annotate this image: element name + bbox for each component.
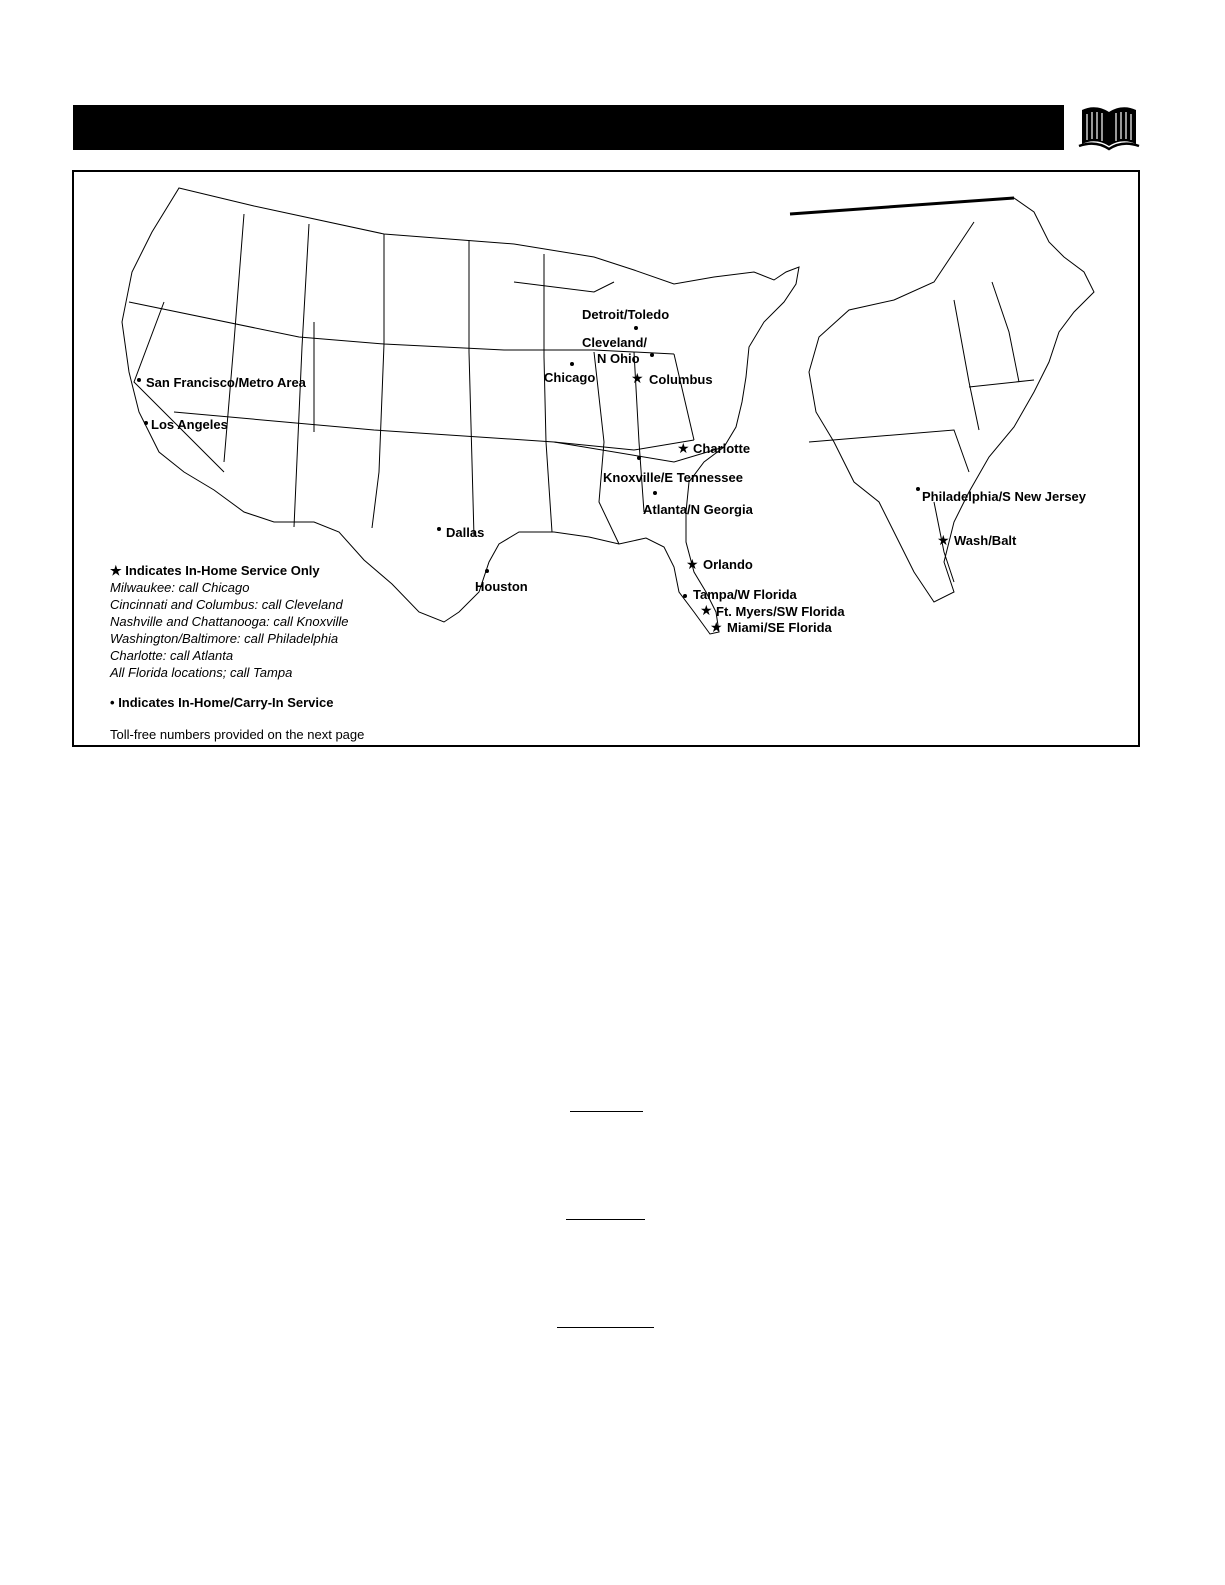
city-label: Houston <box>475 579 528 594</box>
marker-dallas <box>437 527 441 531</box>
star-icon: ★ <box>937 532 950 548</box>
marker-san-francisco <box>137 378 141 382</box>
marker-chicago <box>570 362 574 366</box>
marker-atlanta <box>653 491 657 495</box>
marker-cleveland <box>650 353 654 357</box>
city-label: Detroit/Toledo <box>582 307 670 322</box>
star-icon: ★ <box>677 440 690 456</box>
marker-detroit <box>634 326 638 330</box>
divider-rule <box>570 1111 643 1112</box>
star-icon: ★ <box>110 563 122 578</box>
city-label: Ft. Myers/SW Florida <box>716 604 845 619</box>
divider-rule <box>566 1219 645 1220</box>
city-label: Chicago <box>544 370 596 385</box>
marker-houston <box>485 569 489 573</box>
city-label: Knoxville/E Tennessee <box>603 470 743 485</box>
legend-note: All Florida locations; call Tampa <box>110 665 293 680</box>
legend-note: Washington/Baltimore: call Philadelphia <box>110 631 339 646</box>
city-label: N Ohio <box>597 351 640 366</box>
dot-icon: • <box>110 695 115 710</box>
city-label: Atlanta/N Georgia <box>643 502 753 517</box>
city-label: Wash/Balt <box>954 533 1017 548</box>
city-label: Los Angeles <box>151 417 228 432</box>
city-label: Cleveland/ <box>582 335 648 350</box>
city-label: Orlando <box>703 557 753 572</box>
star-icon: ★ <box>710 619 723 635</box>
marker-philadelphia <box>916 487 920 491</box>
open-book-icon <box>1078 102 1140 152</box>
legend-footer: Toll-free numbers provided on the next page <box>110 727 365 742</box>
city-label: Columbus <box>649 372 713 387</box>
legend-star-heading: Indicates In-Home Service Only <box>125 563 320 578</box>
legend-dot-heading: Indicates In-Home/Carry-In Service <box>118 695 334 710</box>
star-icon: ★ <box>686 556 699 572</box>
legend-carry-in <box>110 694 334 711</box>
city-label: San Francisco/Metro Area <box>146 375 306 390</box>
city-label: Charlotte <box>693 441 751 456</box>
legend-in-home <box>110 562 348 681</box>
marker-los-angeles <box>144 421 148 425</box>
legend-note: Charlotte: call Atlanta <box>110 648 234 663</box>
divider-rule <box>557 1327 654 1328</box>
star-icon: ★ <box>631 370 644 386</box>
city-label: Dallas <box>446 525 485 540</box>
star-icon: ★ <box>700 602 713 618</box>
legend-note: Milwaukee: call Chicago <box>110 580 250 595</box>
city-label: Philadelphia/S New Jersey <box>922 489 1087 504</box>
service-map-panel <box>72 170 1140 747</box>
marker-tampa <box>683 594 687 598</box>
header-bar <box>73 105 1064 150</box>
city-label: Tampa/W Florida <box>693 587 797 602</box>
marker-knoxville <box>637 456 641 460</box>
legend-note: Nashville and Chattanooga: call Knoxville <box>110 614 349 629</box>
legend-note: Cincinnati and Columbus: call Cleveland <box>110 597 343 612</box>
legend-heading <box>110 562 348 579</box>
city-label: Miami/SE Florida <box>727 620 832 635</box>
